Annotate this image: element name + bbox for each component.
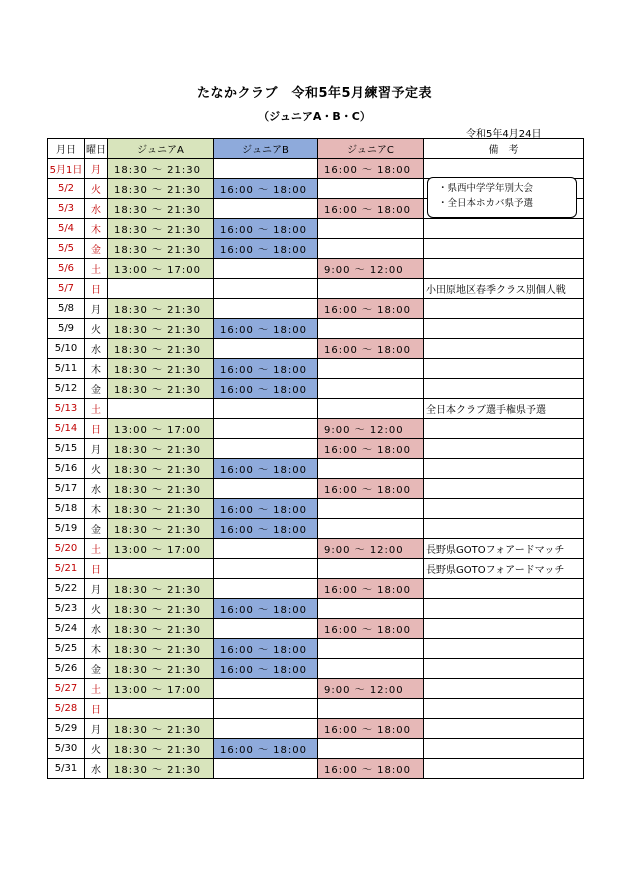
notes-cell <box>424 499 584 519</box>
junior-c-cell <box>318 219 424 239</box>
junior-b-cell <box>214 539 318 559</box>
junior-a-cell <box>108 559 214 579</box>
table-row <box>48 579 584 599</box>
weekday-cell: 日 <box>85 559 108 579</box>
table-row <box>48 739 584 759</box>
table-row <box>48 259 584 279</box>
junior-c-cell: 16:00 ～ 18:00 <box>318 759 424 779</box>
junior-a-cell: 18:30 ～ 21:30 <box>108 499 214 519</box>
notes-cell <box>424 419 584 439</box>
junior-b-cell: 16:00 ～ 18:00 <box>214 499 318 519</box>
junior-a-cell <box>108 279 214 299</box>
notes-cell <box>424 379 584 399</box>
col-header-junior-a: ジュニアA <box>108 139 214 159</box>
junior-a-cell: 18:30 ～ 21:30 <box>108 459 214 479</box>
table-header-row <box>48 139 584 159</box>
date-cell: 5/11 <box>48 359 85 379</box>
weekday-cell: 日 <box>85 419 108 439</box>
junior-a-cell: 18:30 ～ 21:30 <box>108 159 214 179</box>
table-row <box>48 439 584 459</box>
notes-cell <box>424 679 584 699</box>
junior-b-cell: 16:00 ～ 18:00 <box>214 459 318 479</box>
junior-a-cell: 18:30 ～ 21:30 <box>108 199 214 219</box>
date-cell: 5/15 <box>48 439 85 459</box>
table-row <box>48 219 584 239</box>
weekday-cell: 火 <box>85 459 108 479</box>
junior-a-cell: 13:00 ～ 17:00 <box>108 259 214 279</box>
junior-c-cell: 9:00 ～ 12:00 <box>318 259 424 279</box>
junior-a-cell: 18:30 ～ 21:30 <box>108 719 214 739</box>
junior-a-cell: 18:30 ～ 21:30 <box>108 739 214 759</box>
notes-cell <box>424 659 584 679</box>
junior-b-cell <box>214 619 318 639</box>
junior-c-cell <box>318 239 424 259</box>
junior-c-cell: 9:00 ～ 12:00 <box>318 419 424 439</box>
junior-a-cell: 18:30 ～ 21:30 <box>108 219 214 239</box>
table-row <box>48 599 584 619</box>
table-row <box>48 239 584 259</box>
junior-c-cell <box>318 739 424 759</box>
table-row <box>48 719 584 739</box>
weekday-cell: 日 <box>85 699 108 719</box>
weekday-cell: 水 <box>85 199 108 219</box>
notes-cell <box>424 759 584 779</box>
date-cell: 5/23 <box>48 599 85 619</box>
date-cell: 5/27 <box>48 679 85 699</box>
table-row <box>48 499 584 519</box>
junior-b-cell <box>214 399 318 419</box>
junior-b-cell: 16:00 ～ 18:00 <box>214 319 318 339</box>
date-cell: 5/3 <box>48 199 85 219</box>
table-row <box>48 299 584 319</box>
notes-cell <box>424 719 584 739</box>
junior-c-cell: 16:00 ～ 18:00 <box>318 719 424 739</box>
junior-c-cell: 16:00 ～ 18:00 <box>318 579 424 599</box>
junior-c-cell: 16:00 ～ 18:00 <box>318 339 424 359</box>
date-cell: 5/19 <box>48 519 85 539</box>
table-row <box>48 399 584 419</box>
junior-b-cell: 16:00 ～ 18:00 <box>214 359 318 379</box>
junior-a-cell: 13:00 ～ 17:00 <box>108 679 214 699</box>
junior-c-cell <box>318 399 424 419</box>
junior-a-cell: 18:30 ～ 21:30 <box>108 579 214 599</box>
notes-cell: 小田原地区春季クラス別個人戦 <box>424 279 584 299</box>
weekday-cell: 木 <box>85 639 108 659</box>
notes-cell <box>424 599 584 619</box>
notes-cell: 全日本クラブ選手権県予選 <box>424 399 584 419</box>
notes-cell <box>424 339 584 359</box>
junior-c-cell: 16:00 ～ 18:00 <box>318 479 424 499</box>
junior-c-cell <box>318 499 424 519</box>
date-cell: 5月1日 <box>48 159 85 179</box>
table-row <box>48 359 584 379</box>
table-row <box>48 419 584 439</box>
junior-c-cell: 16:00 ～ 18:00 <box>318 199 424 219</box>
notes-cell <box>424 639 584 659</box>
junior-a-cell: 13:00 ～ 17:00 <box>108 539 214 559</box>
notes-cell <box>424 359 584 379</box>
notes-cell <box>424 479 584 499</box>
date-cell: 5/16 <box>48 459 85 479</box>
junior-b-cell <box>214 699 318 719</box>
junior-c-cell: 16:00 ～ 18:00 <box>318 619 424 639</box>
date-cell: 5/8 <box>48 299 85 319</box>
junior-c-cell <box>318 379 424 399</box>
date-cell: 5/4 <box>48 219 85 239</box>
junior-b-cell <box>214 259 318 279</box>
junior-b-cell: 16:00 ～ 18:00 <box>214 239 318 259</box>
table-row <box>48 519 584 539</box>
date-cell: 5/9 <box>48 319 85 339</box>
table-row <box>48 319 584 339</box>
junior-b-cell <box>214 159 318 179</box>
junior-b-cell <box>214 339 318 359</box>
junior-a-cell: 18:30 ～ 21:30 <box>108 599 214 619</box>
weekday-cell: 月 <box>85 159 108 179</box>
table-row <box>48 559 584 579</box>
date-cell: 5/28 <box>48 699 85 719</box>
junior-c-cell <box>318 279 424 299</box>
junior-a-cell: 18:30 ～ 21:30 <box>108 479 214 499</box>
table-row <box>48 679 584 699</box>
junior-b-cell <box>214 419 318 439</box>
notes-cell <box>424 159 584 179</box>
junior-c-cell <box>318 319 424 339</box>
table-row <box>48 619 584 639</box>
junior-a-cell: 18:30 ～ 21:30 <box>108 179 214 199</box>
junior-b-cell <box>214 559 318 579</box>
date-cell: 5/5 <box>48 239 85 259</box>
weekday-cell: 水 <box>85 759 108 779</box>
notes-cell: 長野県GOTOフォアードマッチ <box>424 539 584 559</box>
notes-cell <box>424 259 584 279</box>
weekday-cell: 金 <box>85 239 108 259</box>
date-cell: 5/12 <box>48 379 85 399</box>
junior-c-cell <box>318 519 424 539</box>
junior-a-cell <box>108 699 214 719</box>
page-subtitle: （ジュニアA・B・C） <box>258 110 371 123</box>
junior-b-cell <box>214 199 318 219</box>
callout-line: ・全日本ホカバ県予選 <box>438 198 534 209</box>
table-row <box>48 379 584 399</box>
weekday-cell: 水 <box>85 619 108 639</box>
date-cell: 5/24 <box>48 619 85 639</box>
weekday-cell: 火 <box>85 739 108 759</box>
junior-b-cell <box>214 299 318 319</box>
date-cell: 5/20 <box>48 539 85 559</box>
table-row <box>48 479 584 499</box>
notes-cell: 長野県GOTOフォアードマッチ <box>424 559 584 579</box>
junior-b-cell: 16:00 ～ 18:00 <box>214 599 318 619</box>
weekday-cell: 水 <box>85 479 108 499</box>
junior-c-cell <box>318 599 424 619</box>
junior-a-cell <box>108 399 214 419</box>
notes-cell <box>424 519 584 539</box>
notes-cell <box>424 739 584 759</box>
weekday-cell: 金 <box>85 659 108 679</box>
weekday-cell: 金 <box>85 379 108 399</box>
junior-a-cell: 18:30 ～ 21:30 <box>108 379 214 399</box>
notes-cell <box>424 579 584 599</box>
junior-a-cell: 18:30 ～ 21:30 <box>108 619 214 639</box>
date-cell: 5/22 <box>48 579 85 599</box>
junior-a-cell: 18:30 ～ 21:30 <box>108 359 214 379</box>
junior-b-cell: 16:00 ～ 18:00 <box>214 639 318 659</box>
col-header-date: 月日 <box>48 139 85 159</box>
weekday-cell: 月 <box>85 439 108 459</box>
date-cell: 5/6 <box>48 259 85 279</box>
junior-b-cell <box>214 439 318 459</box>
issue-date: 令和5年4月24日 <box>466 129 542 140</box>
date-cell: 5/7 <box>48 279 85 299</box>
col-header-junior-b: ジュニアB <box>214 139 318 159</box>
notes-cell <box>424 439 584 459</box>
notes-cell <box>424 459 584 479</box>
weekday-cell: 木 <box>85 359 108 379</box>
junior-c-cell: 9:00 ～ 12:00 <box>318 539 424 559</box>
weekday-cell: 月 <box>85 299 108 319</box>
date-cell: 5/10 <box>48 339 85 359</box>
weekday-cell: 土 <box>85 259 108 279</box>
weekday-cell: 木 <box>85 219 108 239</box>
junior-a-cell: 18:30 ～ 21:30 <box>108 519 214 539</box>
schedule-table <box>47 138 584 779</box>
junior-b-cell: 16:00 ～ 18:00 <box>214 519 318 539</box>
date-cell: 5/21 <box>48 559 85 579</box>
weekday-cell: 火 <box>85 319 108 339</box>
junior-a-cell: 18:30 ～ 21:30 <box>108 239 214 259</box>
junior-b-cell <box>214 679 318 699</box>
date-cell: 5/29 <box>48 719 85 739</box>
date-cell: 5/31 <box>48 759 85 779</box>
junior-c-cell <box>318 459 424 479</box>
junior-c-cell <box>318 559 424 579</box>
weekday-cell: 月 <box>85 719 108 739</box>
notes-cell <box>424 219 584 239</box>
weekday-cell: 木 <box>85 499 108 519</box>
table-row <box>48 759 584 779</box>
date-cell: 5/18 <box>48 499 85 519</box>
table-row <box>48 699 584 719</box>
table-row <box>48 339 584 359</box>
junior-a-cell: 18:30 ～ 21:30 <box>108 319 214 339</box>
weekday-cell: 金 <box>85 519 108 539</box>
col-header-dow: 曜日 <box>85 139 108 159</box>
junior-c-cell: 16:00 ～ 18:00 <box>318 159 424 179</box>
junior-c-cell: 16:00 ～ 18:00 <box>318 439 424 459</box>
weekday-cell: 日 <box>85 279 108 299</box>
junior-a-cell: 18:30 ～ 21:30 <box>108 659 214 679</box>
junior-b-cell: 16:00 ～ 18:00 <box>214 219 318 239</box>
table-row <box>48 279 584 299</box>
junior-b-cell <box>214 759 318 779</box>
weekday-cell: 土 <box>85 679 108 699</box>
junior-b-cell: 16:00 ～ 18:00 <box>214 179 318 199</box>
date-cell: 5/2 <box>48 179 85 199</box>
junior-a-cell: 18:30 ～ 21:30 <box>108 759 214 779</box>
junior-b-cell <box>214 579 318 599</box>
junior-c-cell <box>318 699 424 719</box>
junior-b-cell <box>214 279 318 299</box>
date-cell: 5/25 <box>48 639 85 659</box>
junior-c-cell <box>318 179 424 199</box>
weekday-cell: 水 <box>85 339 108 359</box>
date-cell: 5/26 <box>48 659 85 679</box>
notes-cell <box>424 299 584 319</box>
weekday-cell: 火 <box>85 179 108 199</box>
table-row <box>48 539 584 559</box>
notes-cell <box>424 619 584 639</box>
callout-line: ・県西中学学年別大会 <box>438 183 534 194</box>
junior-c-cell: 16:00 ～ 18:00 <box>318 299 424 319</box>
junior-a-cell: 13:00 ～ 17:00 <box>108 419 214 439</box>
notes-cell <box>424 319 584 339</box>
junior-c-cell <box>318 639 424 659</box>
table-row <box>48 159 584 179</box>
date-cell: 5/13 <box>48 399 85 419</box>
junior-c-cell: 9:00 ～ 12:00 <box>318 679 424 699</box>
table-row <box>48 659 584 679</box>
date-cell: 5/14 <box>48 419 85 439</box>
col-header-notes: 備 考 <box>424 139 584 159</box>
weekday-cell: 月 <box>85 579 108 599</box>
junior-a-cell: 18:30 ～ 21:30 <box>108 439 214 459</box>
date-cell: 5/17 <box>48 479 85 499</box>
junior-b-cell: 16:00 ～ 18:00 <box>214 659 318 679</box>
junior-a-cell: 18:30 ～ 21:30 <box>108 639 214 659</box>
junior-b-cell <box>214 479 318 499</box>
page-title: たなかクラブ 令和5年5月練習予定表 <box>196 86 433 101</box>
junior-b-cell: 16:00 ～ 18:00 <box>214 379 318 399</box>
junior-b-cell: 16:00 ～ 18:00 <box>214 739 318 759</box>
table-row <box>48 639 584 659</box>
table-row <box>48 459 584 479</box>
junior-b-cell <box>214 719 318 739</box>
notes-cell <box>424 239 584 259</box>
junior-a-cell: 18:30 ～ 21:30 <box>108 299 214 319</box>
event-callout <box>427 177 577 218</box>
date-cell: 5/30 <box>48 739 85 759</box>
weekday-cell: 土 <box>85 399 108 419</box>
weekday-cell: 土 <box>85 539 108 559</box>
col-header-junior-c: ジュニアC <box>318 139 424 159</box>
notes-cell <box>424 699 584 719</box>
junior-a-cell: 18:30 ～ 21:30 <box>108 339 214 359</box>
weekday-cell: 火 <box>85 599 108 619</box>
junior-c-cell <box>318 659 424 679</box>
junior-c-cell <box>318 359 424 379</box>
